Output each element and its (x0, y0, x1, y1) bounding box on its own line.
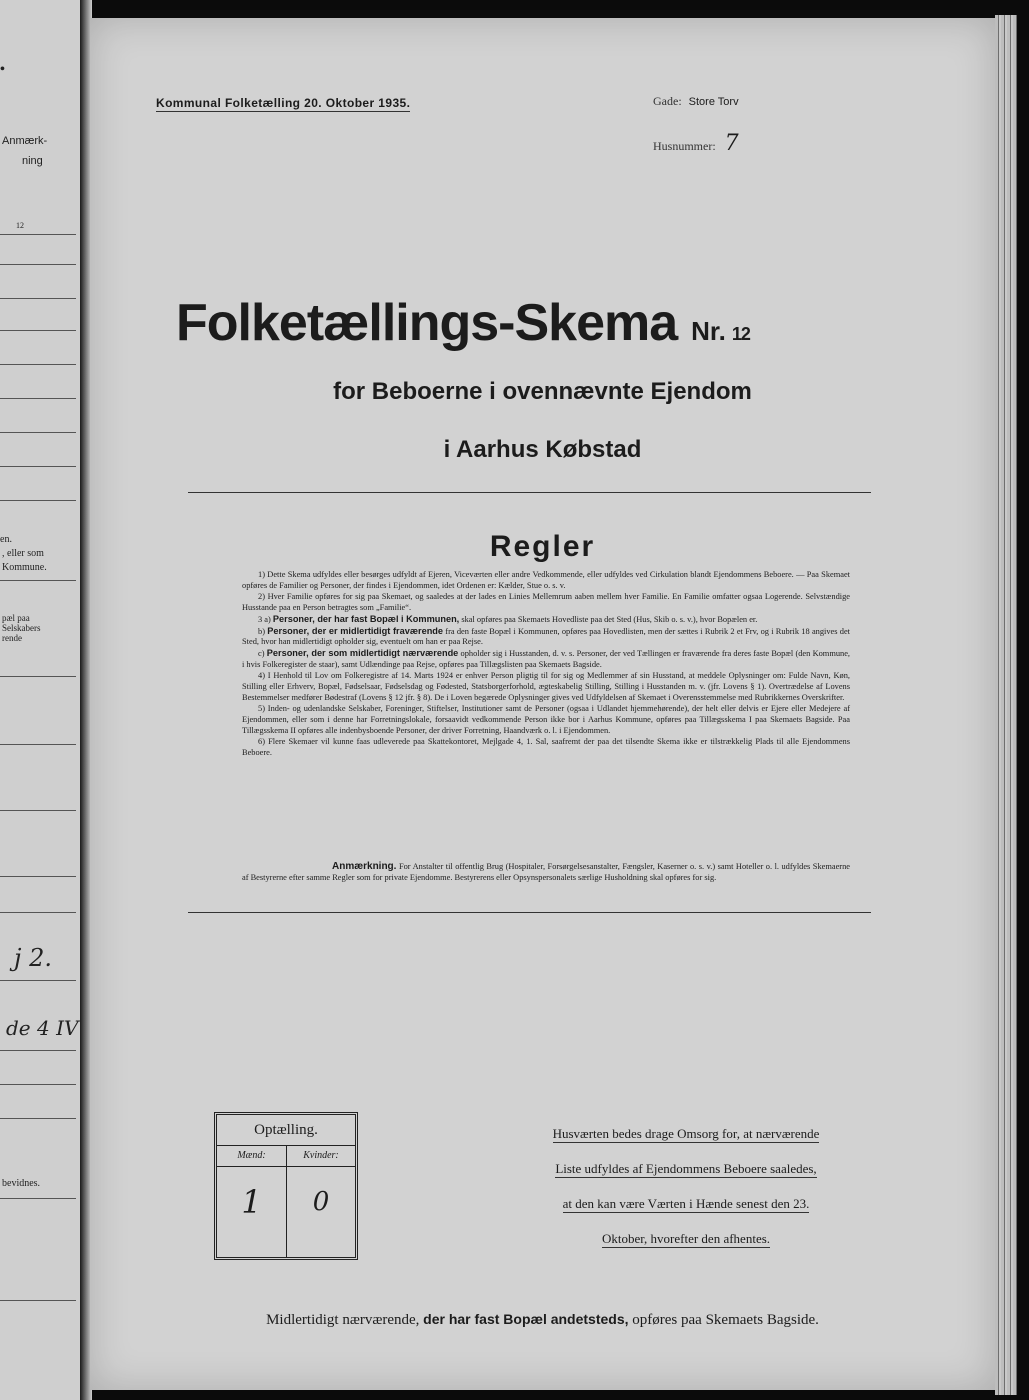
rule-5: 5) Inden- og udenlandske Selskaber, Foreninger, Stiftelser, Institutioner samt de Personer (ogsaa i Udlandet hjemmehørende), der helt eller delvis er Ejere eller Medejere af Ejendommen, eller som i denne har Forretningslokale, forsaavidt vedkommende Person ikke bor i Aarhus Kommune, opføres paa Tillægsskema I paa Skemaets Bagside. Paa Tillægsskema II opføres alle indenbysboende Personer, der driver Forretning, Haandværk o. l. i Ejendommen. (242, 703, 850, 735)
left-page-fragment: , eller som (2, 548, 44, 559)
rule-2: 2) Hver Familie opføres for sig paa Skemaet, og saaledes at der lades en Linies Mellemrum aaben mellem hver Familie. En Familie omfatter ogsaa Logerende. Selvstændige Husstande paa en Person betragtes som „Familie“. (242, 591, 850, 612)
left-page-rule (0, 676, 76, 677)
form-subtitle-1: for Beboerne i ovennævnte Ejendom (333, 378, 752, 405)
street-label: Gade: (653, 94, 682, 108)
divider (188, 912, 871, 913)
left-page-rule (0, 466, 76, 467)
left-page-column-number: 12 (16, 221, 24, 230)
left-page-rule (0, 500, 76, 501)
remark (242, 862, 850, 884)
left-page-fragment: pæl paa (2, 613, 30, 623)
left-page-fragment: Selskabers (2, 623, 41, 633)
left-page-mark: • (0, 62, 5, 77)
landlord-instruction (518, 1116, 854, 1256)
street-field (653, 94, 739, 109)
left-page-rule (0, 580, 76, 581)
left-page-rule (0, 912, 76, 913)
remark-text: For Anstalter til offentlig Brug (Hospitaler, Forsørgelsesanstalter, Fængsler, Kaserner o. s. v.) samt Hoteller o. l. udfyldes Skemaerne af Bestyrerne efter samme Regler som for private Ejendomme. Bestyrerens eller Opsynspersonalets særlige Husholdning skal opføres for sig. (242, 862, 851, 882)
women-count: 0 (312, 1187, 330, 1217)
left-page-column-header-1: Anmærk- (2, 135, 48, 147)
instruction-line: at den kan være Værten i Hænde senest den 23. (562, 1196, 810, 1211)
left-page-column-header-2: ning (22, 155, 43, 167)
left-page-fragment: rende (2, 633, 22, 643)
rule-4: 4) I Henhold til Lov om Folkeregistre af 14. Marts 1924 er enhver Person pligtig til for sig og Medlemmer af sin Husstand, at meddele Oplysninger om: Fulde Navn, Køn, Stilling eller Erhverv, Bopæl, Fødselsaar, Fødselsdag og Fødested, Statsborgerforhold, ægteskabelig Stilling, Stilling i Husstanden m. v. (jfr. Lovens § 1). Overtrædelse af Lovens Bestemmelser medfører Bødestraf (Lovens § 12 jfr. § 8). De i Loven begærede Oplysninger gives ved Udfyldelsen af Skemaet i Overensstemmelse med Rubrikkernes Overskrifter. (242, 671, 850, 702)
left-page-rule (0, 744, 76, 745)
left-page-rule (0, 1050, 76, 1051)
rule-6: 6) Flere Skemaer vil kunne faas udleverede paa Skattekontoret, Mejlgade 4, 1. Sal, saafremt der paa det tilsendte Skema ikke er tilstrækkelig Plads til alle Ejendommens Beboere. (242, 736, 850, 757)
women-label: Kvinder: (287, 1146, 355, 1167)
rules-text (242, 570, 850, 758)
men-count: 1 (217, 1167, 287, 1257)
left-page-fragment: en. (0, 534, 12, 545)
form-subtitle-2: i Aarhus Købstad (443, 436, 642, 463)
house-number-label: Husnummer: (653, 139, 716, 153)
divider (188, 492, 871, 493)
left-page-handwriting: j 2. (14, 944, 52, 972)
form-title-main: Folketællings-Skema (176, 294, 678, 352)
left-page-rule (0, 234, 76, 235)
left-page-rule (0, 1084, 76, 1085)
footer-note: Midlertidigt nærværende, der har fast Bopæl andetsteds, opføres paa Skemaets Bagside. (266, 1311, 819, 1328)
page-edges (995, 15, 1017, 1395)
rule-3a: 3 a) Personer, der har fast Bopæl i Kommunen, skal opføres paa Skemaets Hovedliste paa det Sted (Hus, Skib o. s. v.), hvor Bopælen er. (258, 613, 758, 624)
street-value: Store Torv (688, 96, 739, 108)
men-label: Mænd: (217, 1146, 287, 1167)
left-facing-page (0, 0, 82, 1400)
left-page-rule (0, 1198, 76, 1199)
form-number-value: 12 (731, 324, 750, 344)
left-page-handwriting: de 4 IV (6, 1016, 79, 1040)
form-number-label: Nr. (691, 316, 726, 346)
count-title: Optælling. (217, 1115, 355, 1146)
left-page-rule (0, 980, 76, 981)
left-page-rule (0, 330, 76, 331)
left-page-rule (0, 1118, 76, 1119)
instruction-line: Husværten bedes drage Omsorg for, at nærværende (552, 1126, 820, 1141)
left-page-rule (0, 1300, 76, 1301)
rule-3b: b) Personer, der er midlertidigt fraværende fra den faste Bopæl i Kommunen, opføres paa Hovedlisten, men der sættes i Rubrik 2 et Frv, og i Rubrik 18 angives det Sted, hvor han midlertidigt opholder sig, eventuelt om han er paa Rejse. (242, 625, 851, 647)
count-box (214, 1112, 358, 1260)
house-number-value: 7 (724, 131, 739, 156)
left-page-fragment: bevidnes. (2, 1178, 41, 1189)
form-title (176, 293, 750, 353)
house-number-field (653, 131, 739, 156)
census-header: Kommunal Folketælling 20. Oktober 1935. (156, 96, 411, 110)
left-page-rule (0, 432, 76, 433)
left-page-rule (0, 364, 76, 365)
left-page-rule (0, 810, 76, 811)
rule-3c: c) Personer, der som midlertidigt nærværende opholder sig i Husstanden, d. v. s. Personer, der ved Tællingen er fraværende fra deres faste Bopæl (den Kommune, i hvis Folkeregister de staar), samt Udlændinge paa Rejse, opføres paa Tillægslisten paa Skemaets Bagside. (242, 648, 851, 670)
rules-heading: Regler (489, 530, 596, 563)
left-page-rule (0, 298, 76, 299)
census-form-page (90, 18, 995, 1390)
left-page-rule (0, 398, 76, 399)
instruction-line: Oktober, hvorefter den afhentes. (601, 1231, 771, 1246)
left-page-rule (0, 264, 76, 265)
rule-1: 1) Dette Skema udfyldes eller besørges udfyldt af Ejeren, Viceværten eller andre Vedkommende, eller udfyldes ved Cirkulation blandt Ejendommens Beboere. — Paa Skemaet opføres de Familier og Personer, der findes i Ejendommen, idet Ordenen er: Kælder, Stue o. s. v. (242, 570, 850, 590)
instruction-line: Liste udfyldes af Ejendommens Beboere saaledes, (555, 1161, 817, 1176)
left-page-fragment: Kommune. (2, 562, 47, 573)
left-page-rule (0, 876, 76, 877)
remark-label: Anmærkning. (332, 861, 397, 872)
